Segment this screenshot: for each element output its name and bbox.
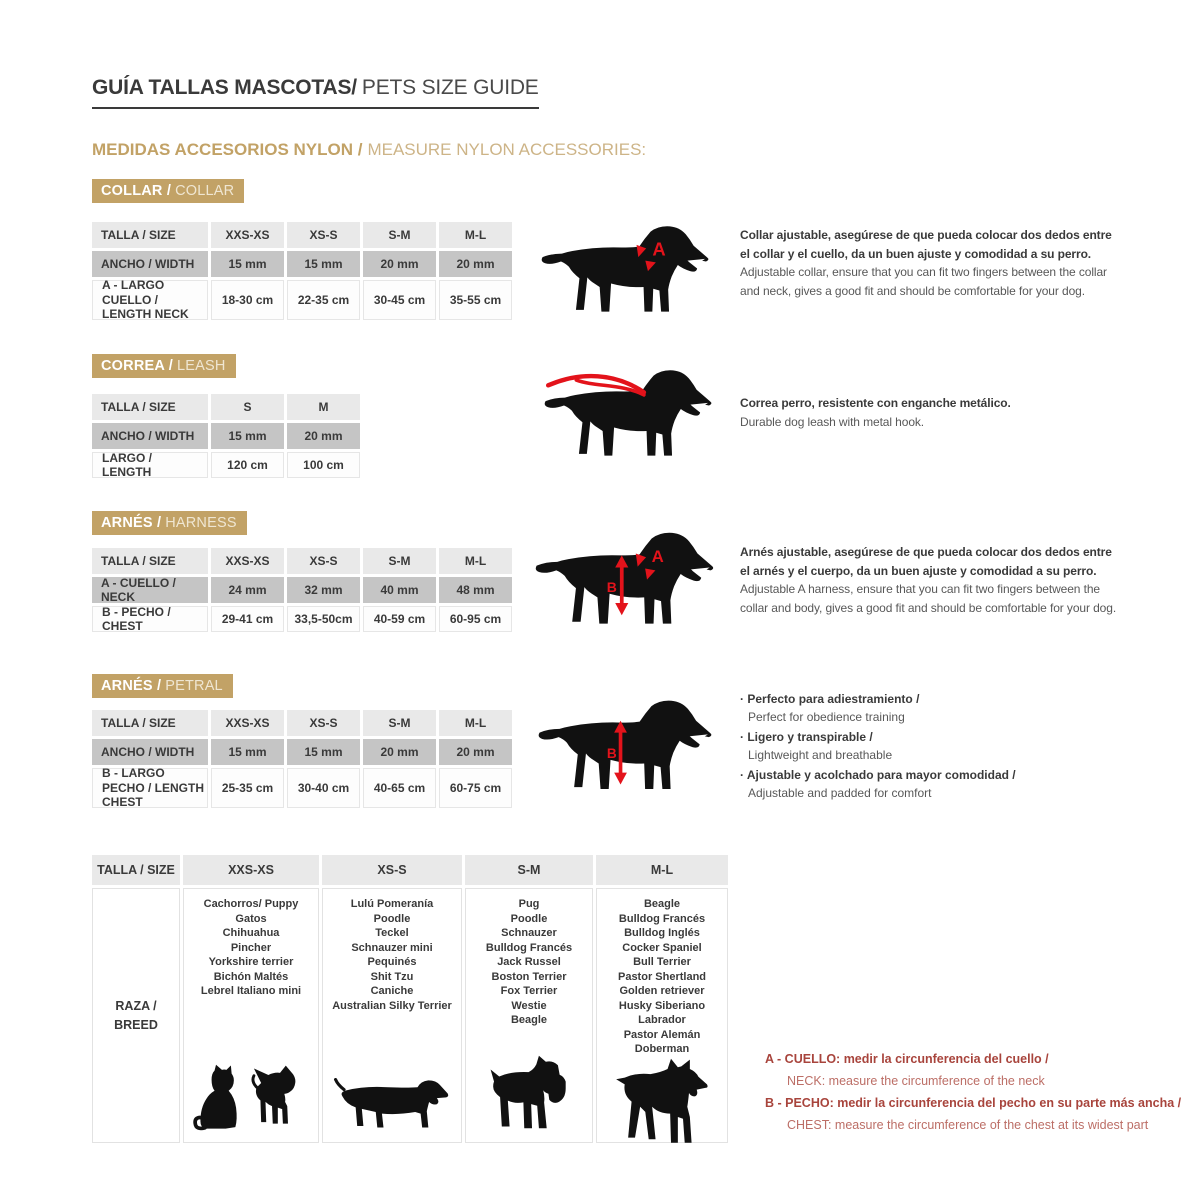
petral-th-xs: XS-S bbox=[287, 710, 360, 736]
collar-neck-value: 35-55 cm bbox=[439, 280, 512, 320]
leash-length-label: LARGO / LENGTH bbox=[92, 452, 208, 478]
breed-column-s-m bbox=[465, 888, 593, 1143]
leash-description bbox=[740, 394, 1122, 431]
harness-measure-a-label: A bbox=[651, 546, 664, 566]
breed-row-label: RAZA / BREED bbox=[92, 888, 180, 1143]
harness-th-xs: XS-S bbox=[287, 548, 360, 574]
harness-chest-value: 33,5-50cm bbox=[287, 606, 360, 632]
petral-th-size: TALLA / SIZE bbox=[92, 710, 208, 736]
petral-chest-value: 30-40 cm bbox=[287, 768, 360, 808]
measuring-notes bbox=[765, 1048, 1200, 1136]
harness-chest-value: 29-41 cm bbox=[211, 606, 284, 632]
collar-th-size: TALLA / SIZE bbox=[92, 222, 208, 248]
dog-harness-illustration-icon bbox=[532, 528, 719, 636]
collar-neck-value: 30-45 cm bbox=[363, 280, 436, 320]
collar-description bbox=[740, 226, 1122, 300]
breed-list: Lulú Pomeranía Poodle Teckel Schnauzer mini Pequinés Shit Tzu Caniche Australian Silky Terrier bbox=[332, 898, 452, 1012]
collar-desc-es: Collar ajustable, asegúrese de que pueda colocar dos dedos entre el collar y el cuello, da un buen ajuste y comodidad a su perro. bbox=[740, 228, 1112, 261]
breed-column-xxs-xs bbox=[183, 888, 319, 1143]
subtitle-en: MEASURE NYLON ACCESSORIES: bbox=[367, 140, 647, 159]
leash-desc-es: Correa perro, resistente con enganche metálico. bbox=[740, 396, 1011, 410]
schnauzer-silhouette-icon bbox=[483, 1054, 575, 1136]
leash-desc-en: Durable dog leash with metal hook. bbox=[740, 414, 925, 429]
harness-badge: ARNÉS / HARNESS bbox=[92, 511, 247, 535]
petral-chest-label: B - LARGO PECHO / LENGTH CHEST bbox=[92, 768, 208, 808]
collar-th-ml: M-L bbox=[439, 222, 512, 248]
leash-length-value: 100 cm bbox=[287, 452, 360, 478]
leash-width-value: 15 mm bbox=[211, 423, 284, 449]
collar-measure-a-label: A bbox=[652, 238, 666, 260]
harness-th-ml: M-L bbox=[439, 548, 512, 574]
harness-th-xxs: XXS-XS bbox=[211, 548, 284, 574]
harness-th-sm: S-M bbox=[363, 548, 436, 574]
collar-size-table bbox=[92, 222, 512, 320]
breed-list: Beagle Bulldog Francés Bulldog Inglés Cocker Spaniel Bull Terrier Pastor Shertland Golden retriever Husky Siberiano Labrador Pastor Alemán Doberman bbox=[617, 898, 707, 1055]
harness-measure-b-label: B bbox=[606, 578, 617, 595]
dog-collar-illustration-icon bbox=[535, 222, 717, 323]
harness-chest-label: B - PECHO / CHEST bbox=[92, 606, 208, 632]
leash-size-table bbox=[92, 394, 360, 478]
doberman-silhouette-icon bbox=[612, 1057, 712, 1147]
petral-width-value: 15 mm bbox=[287, 739, 360, 765]
petral-bullet-es: · Perfecto para adiestramiento / bbox=[740, 690, 1130, 708]
breed-th-sm: S-M bbox=[465, 855, 593, 885]
note-chest-en: CHEST: measure the circumference of the chest at its widest part bbox=[787, 1118, 1149, 1132]
petral-width-value: 20 mm bbox=[439, 739, 512, 765]
petral-width-label: ANCHO / WIDTH bbox=[92, 739, 208, 765]
harness-neck-value: 40 mm bbox=[363, 577, 436, 603]
breed-th-ml: M-L bbox=[596, 855, 728, 885]
breed-th-xxs: XXS-XS bbox=[183, 855, 319, 885]
leash-th-size: TALLA / SIZE bbox=[92, 394, 208, 420]
harness-neck-value: 32 mm bbox=[287, 577, 360, 603]
harness-th-size: TALLA / SIZE bbox=[92, 548, 208, 574]
collar-badge: COLLAR / COLLAR bbox=[92, 179, 244, 203]
petral-chest-value: 40-65 cm bbox=[363, 768, 436, 808]
page-title-en: PETS SIZE GUIDE bbox=[361, 76, 539, 99]
petral-th-ml: M-L bbox=[439, 710, 512, 736]
collar-width-value: 15 mm bbox=[287, 251, 360, 277]
breed-th-xs: XS-S bbox=[322, 855, 462, 885]
petral-badge: ARNÉS / PETRAL bbox=[92, 674, 233, 698]
leash-th-m: M bbox=[287, 394, 360, 420]
dog-petral-illustration-icon bbox=[535, 696, 717, 801]
note-neck-en: NECK: measure the circumference of the neck bbox=[787, 1074, 1045, 1088]
harness-desc-es: Arnés ajustable, asegúrese de que pueda colocar dos dedos entre el arnés y el cuerpo, da un buen ajuste y comodidad a su perro. bbox=[740, 545, 1112, 578]
leash-width-value: 20 mm bbox=[287, 423, 360, 449]
breed-column-xs-s bbox=[322, 888, 462, 1143]
collar-width-value: 15 mm bbox=[211, 251, 284, 277]
petral-bullet-en: Lightweight and breathable bbox=[748, 748, 893, 762]
petral-feature-list bbox=[740, 690, 1130, 804]
petral-bullet-en: Perfect for obedience training bbox=[748, 710, 905, 724]
leash-length-value: 120 cm bbox=[211, 452, 284, 478]
leash-th-s: S bbox=[211, 394, 284, 420]
collar-width-value: 20 mm bbox=[439, 251, 512, 277]
harness-description bbox=[740, 543, 1122, 617]
leash-badge: CORREA / LEASH bbox=[92, 354, 236, 378]
petral-size-table bbox=[92, 710, 512, 808]
collar-th-sm: S-M bbox=[363, 222, 436, 248]
harness-size-table bbox=[92, 548, 512, 632]
dog-leash-illustration-icon bbox=[538, 366, 720, 467]
petral-chest-value: 25-35 cm bbox=[211, 768, 284, 808]
subtitle-es: MEDIDAS ACCESORIOS NYLON / bbox=[92, 140, 363, 159]
breed-list: Pug Poodle Schnauzer Bulldog Francés Jack Russel Boston Terrier Fox Terrier Westie Beagle bbox=[485, 898, 573, 1026]
harness-desc-en: Adjustable A harness, ensure that you can fit two fingers between the collar and body, gives a good fit and should be comfortable for your dog. bbox=[740, 582, 1117, 615]
note-neck-es: A - CUELLO: medir la circunferencia del cuello / bbox=[765, 1052, 1049, 1066]
collar-width-value: 20 mm bbox=[363, 251, 436, 277]
chihuahua-silhouette-icon bbox=[251, 1064, 309, 1136]
harness-chest-value: 40-59 cm bbox=[363, 606, 436, 632]
collar-width-label: ANCHO / WIDTH bbox=[92, 251, 208, 277]
petral-width-value: 20 mm bbox=[363, 739, 436, 765]
petral-measure-b-label: B bbox=[606, 746, 617, 762]
breed-list: Cachorros/ Puppy Gatos Chihuahua Pincher Yorkshire terrier Bichón Maltés Lebrel Italiano mini bbox=[200, 898, 302, 997]
collar-neck-label: A - LARGO CUELLO / LENGTH NECK bbox=[92, 280, 208, 320]
petral-bullet-es: · Ajustable y acolchado para mayor comodidad / bbox=[740, 766, 1130, 784]
collar-th-xxs: XXS-XS bbox=[211, 222, 284, 248]
petral-bullet-es: · Ligero y transpirable / bbox=[740, 728, 1130, 746]
petral-chest-value: 60-75 cm bbox=[439, 768, 512, 808]
cat-silhouette-icon bbox=[193, 1064, 245, 1136]
harness-neck-value: 24 mm bbox=[211, 577, 284, 603]
note-chest-es: B - PECHO: medir la circunferencia del pecho en su parte más ancha / bbox=[765, 1096, 1182, 1110]
petral-bullet-en: Adjustable and padded for comfort bbox=[748, 786, 932, 800]
collar-th-xs: XS-S bbox=[287, 222, 360, 248]
dachshund-silhouette-icon bbox=[331, 1078, 453, 1136]
leash-width-label: ANCHO / WIDTH bbox=[92, 423, 208, 449]
petral-width-value: 15 mm bbox=[211, 739, 284, 765]
breed-th-size: TALLA / SIZE bbox=[92, 855, 180, 885]
petral-th-sm: S-M bbox=[363, 710, 436, 736]
page-title-es: GUÍA TALLAS MASCOTAS/ bbox=[92, 76, 357, 99]
harness-chest-value: 60-95 cm bbox=[439, 606, 512, 632]
breed-table bbox=[92, 855, 728, 1143]
page-title bbox=[92, 76, 539, 109]
petral-th-xxs: XXS-XS bbox=[211, 710, 284, 736]
harness-neck-label: A - CUELLO / NECK bbox=[92, 577, 208, 603]
harness-neck-value: 48 mm bbox=[439, 577, 512, 603]
breed-column-m-l bbox=[596, 888, 728, 1143]
section-subtitle bbox=[92, 140, 646, 160]
collar-neck-value: 18-30 cm bbox=[211, 280, 284, 320]
collar-neck-value: 22-35 cm bbox=[287, 280, 360, 320]
collar-desc-en: Adjustable collar, ensure that you can fit two fingers between the collar and neck, gives a good fit and should be comfortable for your dog. bbox=[740, 265, 1107, 298]
